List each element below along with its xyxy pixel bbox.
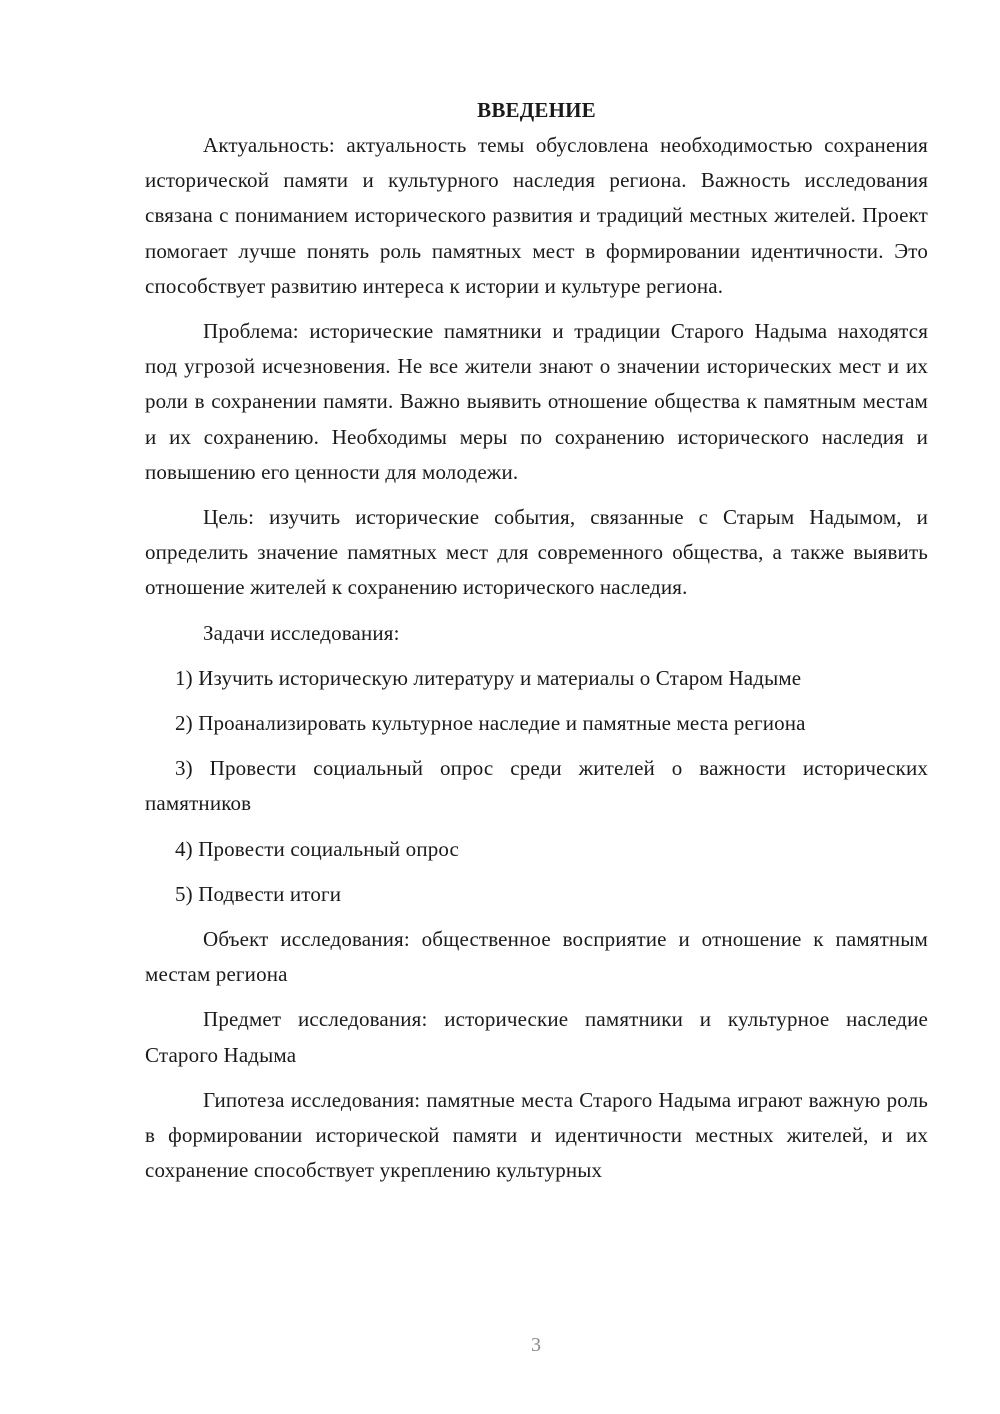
page-number: 3 <box>531 1334 541 1356</box>
paragraph-goal: Цель: изучить исторические события, связанные с Старым Надымом, и определить значение памятных мест для современного общества, а также выявить отношение жителей к сохранению исторического наследия. <box>145 505 928 600</box>
document-heading: ВВЕДЕНИЕ <box>477 98 596 122</box>
task-item-1: 1) Изучить историческую литературу и материалы о Старом Надыме <box>175 665 802 690</box>
paragraph-problem: Проблема: исторические памятники и традиции Старого Надыма находятся под угрозой исчезновения. Не все жители знают о значении исторических мест и их роли в сохранении памяти. Важно выявить отношение общества к памятным местам и их сохранению. Необходимы меры по сохранению исторического наследия и повышению его ценности для молодежи. <box>145 319 928 484</box>
task-item-5: 5) Подвести итоги <box>175 881 342 906</box>
document-page <box>145 92 928 1198</box>
task-item-3: 3) Провести социальный опрос среди жителей о важности исторических памятников <box>145 756 928 816</box>
paragraph-object: Объект исследования: общественное восприятие и отношение к памятным местам региона <box>145 927 928 987</box>
paragraph-tasks-heading: Задачи исследования: <box>203 620 400 645</box>
paragraph-subject: Предмет исследования: исторические памятники и культурное наследие Старого Надыма <box>145 1007 928 1067</box>
paragraph-relevance: Актуальность: актуальность темы обусловлена необходимостью сохранения исторической памяти и культурного наследия региона. Важность исследования связана с пониманием исторического развития и традиций местных жителей. Проект помогает лучше понять роль памятных мест в формировании идентичности. Это способствует развитию интереса к истории и культуре региона. <box>145 133 928 298</box>
task-item-2: 2) Проанализировать культурное наследие и памятные места региона <box>175 711 806 736</box>
paragraph-hypothesis: Гипотеза исследования: памятные места Старого Надыма играют важную роль в формировании исторической памяти и идентичности местных жителей, и их сохранение способствует укреплению культурных <box>145 1087 928 1183</box>
task-item-4: 4) Провести социальный опрос <box>175 836 460 861</box>
